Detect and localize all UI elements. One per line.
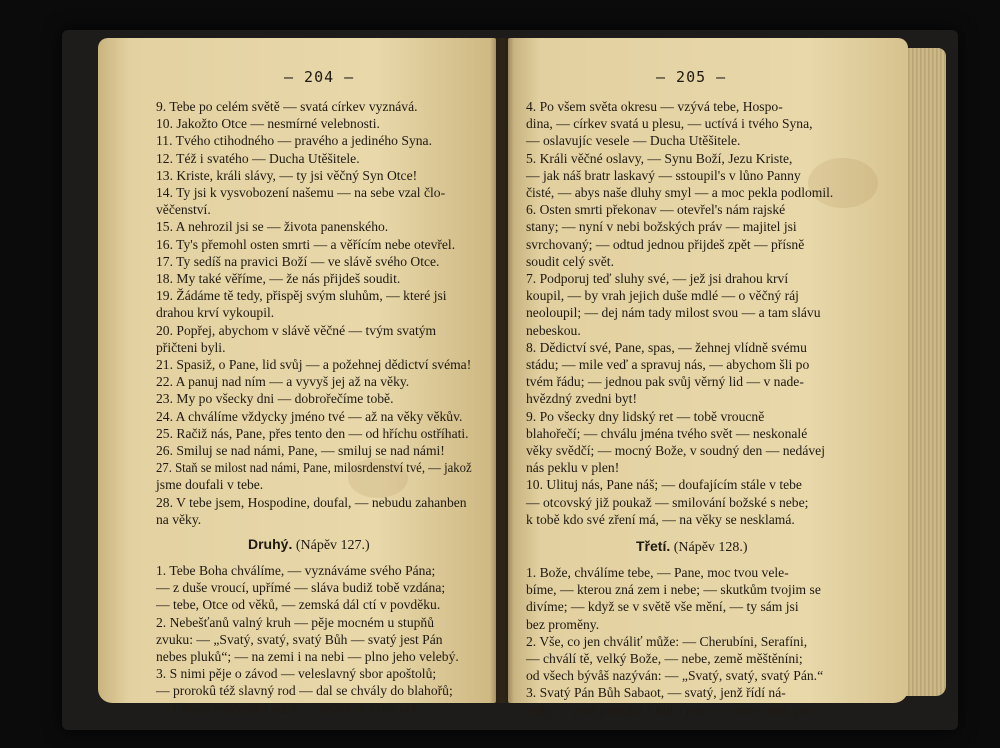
section-melody-ref: (Nápěv 127.) xyxy=(292,538,370,553)
text-line: koupil, — by vrah jejich duše mdlé — o věčný ráj xyxy=(526,288,799,304)
right-page xyxy=(508,38,908,718)
text-line: bez proměny. xyxy=(526,616,600,632)
text-line: k tobě kdo své zření má, — na věky se nesklamá. xyxy=(526,511,795,527)
text-line: 13. Kriste, králi slávy, — ty jsi věčný Syn Otce! xyxy=(156,167,418,183)
section-melody-ref: (Nápěv 128.) xyxy=(670,540,748,555)
section-heading xyxy=(248,536,370,554)
text-line: 9. Tebe po celém světě — svatá církev vyznává. xyxy=(156,99,418,114)
text-line: na věky. xyxy=(156,511,202,527)
text-line: věky svědčí; — mocný Bože, v soudný den — nedávej xyxy=(526,443,825,458)
section-title: Druhý. xyxy=(248,536,293,552)
text-line: 6. Osten smrti překonav — otevřel's nám rajské xyxy=(526,202,786,218)
page-number: — 205 — xyxy=(656,68,727,86)
text-line: rody, — jenž pomáhá z bíd a psot; — nebe, zem, po- xyxy=(526,702,813,718)
text-line: — oslavujíc vesele — Ducha Utěšitele. xyxy=(526,133,741,149)
text-line: věčenství. xyxy=(156,202,211,218)
text-line: 24. A chválíme vždycky jméno tvé — až na věky věkův. xyxy=(156,408,463,424)
text-line: divíme; — když se v světě vše mění, — ty sám jsi xyxy=(526,599,799,615)
text-line: 12. Též i svatého — Ducha Utěšitele. xyxy=(156,150,360,166)
text-line: — tebe, Otce od věků, — zemská dál ctí v povděku. xyxy=(156,597,441,613)
text-line: 2. Nebešťanů valný kruh — pěje mocném u stupňů xyxy=(156,614,435,630)
text-line: 9. Po všecky dny lidský ret — tobě vroucně xyxy=(526,408,765,424)
text-line: nás peklu v plen! xyxy=(526,460,620,476)
text-line: stádu; — mile veď a spravuj nás, — abychom šli po xyxy=(526,357,810,372)
text-line: stany; — nyní v nebi božských práv — majitel jsi xyxy=(526,219,797,235)
text-line: 19. Žádáme tě tedy, přispěj svým sluhům, — které jsi xyxy=(156,288,447,304)
text-line: — z duše vroucí, upřímé — sláva budiž tobě vzdána; xyxy=(156,580,446,596)
text-line: neoloupil; — dej nám tady milost svou — a tam slávu xyxy=(526,305,821,321)
text-line: 5. Králi věčné oslavy, — Synu Boží, Jezu Kriste, xyxy=(526,150,793,166)
text-line: 3. S nimi pěje o závod — veleslavný sbor apoštolů; xyxy=(156,666,437,682)
text-line: jsme doufali v tebe. xyxy=(156,477,264,493)
text-line: 10. Ulituj nás, Pane náš; — doufajícím stále v tebe xyxy=(526,477,802,493)
text-line: 11. Tvého ctihodného — pravého a jediného Syna. xyxy=(156,133,432,149)
text-line: 1. Bože, chválíme tebe, — Pane, moc tvou vele- xyxy=(526,565,789,580)
text-line: 23. My po všecky dni — dobrořečíme tobě. xyxy=(156,391,394,407)
text-line: — i všech mučeníků vděk — ozývá se věků věk. xyxy=(156,700,422,716)
text-line: 20. Popřej, abychom v slávě věčné — tvým svatým xyxy=(156,322,437,338)
text-line: — jak náš bratr laskavý — sstoupil's v lůno Panny xyxy=(526,167,801,183)
text-line: 8. Dědictví své, Pane, spas, — žehnej vlídně svému xyxy=(526,339,807,355)
text-line: 1. Tebe Boha chválíme, — vyznáváme svého Pána; xyxy=(156,563,436,578)
text-line: hvězdný zvedni byt! xyxy=(526,391,637,407)
text-line: 21. Spasiž, o Pane, lid svůj — a požehnej dědictví svéma! xyxy=(156,357,472,372)
text-line: 22. A panuj nad ním — a vyvyš jej až na věky. xyxy=(156,374,410,390)
text-line: dina, — církev svatá u plesu, — uctívá i tvého Syna, xyxy=(526,116,813,132)
left-page xyxy=(98,38,496,716)
text-line: čisté, — abys naše dluhy smyl — a moc pekla podlomil. xyxy=(526,185,834,200)
text-line: od všech bývåš nazýván: — „Svatý, svatý, svatý Pán.“ xyxy=(526,668,824,684)
text-line: 28. V tebe jsem, Hospodine, doufal, — nebudu zahanben xyxy=(156,494,467,510)
section-title: Třetí. xyxy=(636,538,671,554)
text-line: 14. Ty jsi k vysvobození našemu — na sebe vzal člo- xyxy=(156,185,446,200)
section-heading xyxy=(636,538,748,556)
text-line: drahou krví vykoupil. xyxy=(156,305,275,321)
page-edges xyxy=(906,48,946,696)
text-line: — chválí tě, velký Bože, — nebe, země měštěníni; xyxy=(526,651,803,666)
text-line: 3. Svatý Pán Bůh Sabaot, — svatý, jenž řídí ná- xyxy=(526,685,786,701)
text-line: nebeskou. xyxy=(526,322,581,338)
text-line: 26. Smiluj se nad námi, Pane, — smiluj se nad námi! xyxy=(156,443,445,458)
text-line: — otcovský již poukaž — smilování božské s nebe; xyxy=(526,494,809,510)
text-line: 25. Račiž nás, Pane, přes tento den — od hříchu ostříhati. xyxy=(156,425,469,441)
text-line: zvuku: — „Svatý, svatý, svatý Bůh — svatý jest Pán xyxy=(156,631,443,647)
text-line: tvém řádu; — jednou pak svůj věrný lid — v nade- xyxy=(526,374,804,390)
text-line: 18. My také věříme, — že nás přijdeš soudit. xyxy=(156,271,401,286)
text-line: svrchovaný; — odtud jednou přijdeš zpět — přísně xyxy=(526,236,805,252)
text-line: přičteni byli. xyxy=(156,339,226,355)
text-line: — prorokû též slavný rod — dal se chvály do blahořů; xyxy=(156,683,453,699)
book-gutter xyxy=(490,38,514,703)
text-line: 10. Jakožto Otce — nesmírné velebnosti. xyxy=(156,116,380,132)
text-line: 27. Staň se milost nad námi, Pane, milosrdenství tvé, — jakož xyxy=(156,460,472,476)
page-number: — 204 — xyxy=(284,68,355,86)
text-line: 17. Ty sedíš na pravici Boží — ve slávě svého Otce. xyxy=(156,253,440,269)
text-line: 2. Vše, co jen chváliť může: — Cherubíni, Serafíni, xyxy=(526,633,808,649)
text-line: nebes pluků“; — na zemi i na nebi — plno jeho velebý. xyxy=(156,649,459,664)
text-line: bíme, — kterou zná zem i nebe; — skutkům tvojim se xyxy=(526,582,821,598)
text-line: 4. Po všem světa okresu — vzývá tebe, Hospo- xyxy=(526,99,783,114)
text-line: 7. Podporuj teď sluhy své, — jež jsi drahou krví xyxy=(526,271,789,286)
text-line: 15. A nehrozil jsi se — života panenského. xyxy=(156,219,389,235)
text-line: 16. Ty's přemohl osten smrti — a věřícím nebe otevřel. xyxy=(156,236,456,252)
text-line: blahořečí; — chválu jména tvého svět — neskonalé xyxy=(526,425,808,441)
text-line: soudit celý svět. xyxy=(526,253,614,269)
